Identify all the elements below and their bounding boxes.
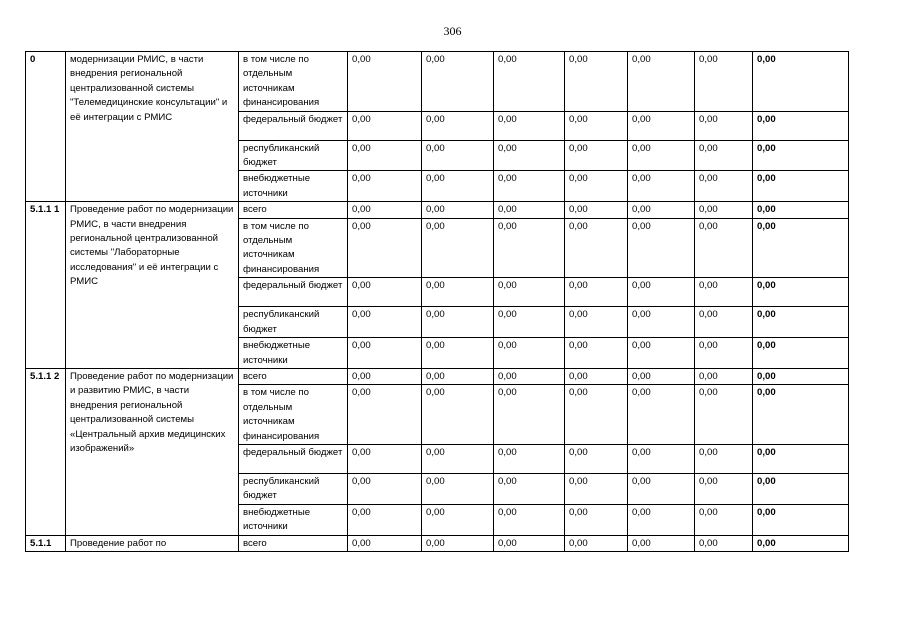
total-value: 0,00	[753, 111, 849, 140]
year-value: 0,00	[565, 535, 628, 551]
year-value: 0,00	[695, 140, 753, 171]
year-value: 0,00	[494, 278, 565, 307]
year-value: 0,00	[494, 535, 565, 551]
year-value: 0,00	[565, 111, 628, 140]
year-value: 0,00	[565, 307, 628, 338]
year-value: 0,00	[628, 385, 695, 445]
funding-source: внебюджетные источники	[239, 338, 348, 369]
table-row	[26, 535, 849, 551]
year-value: 0,00	[565, 338, 628, 369]
year-value: 0,00	[422, 473, 494, 504]
year-value: 0,00	[494, 307, 565, 338]
year-value: 0,00	[695, 278, 753, 307]
funding-source: федеральный бюджет	[239, 111, 348, 140]
year-value: 0,00	[422, 368, 494, 384]
year-value: 0,00	[565, 444, 628, 473]
year-value: 0,00	[422, 535, 494, 551]
total-value: 0,00	[753, 307, 849, 338]
total-value: 0,00	[753, 385, 849, 445]
funding-source: федеральный бюджет	[239, 444, 348, 473]
year-value: 0,00	[565, 171, 628, 202]
year-value: 0,00	[695, 338, 753, 369]
funding-source: республиканский бюджет	[239, 473, 348, 504]
year-value: 0,00	[348, 52, 422, 112]
year-value: 0,00	[422, 307, 494, 338]
year-value: 0,00	[695, 218, 753, 278]
year-value: 0,00	[348, 140, 422, 171]
year-value: 0,00	[695, 52, 753, 112]
total-value: 0,00	[753, 338, 849, 369]
year-value: 0,00	[494, 444, 565, 473]
year-value: 0,00	[348, 218, 422, 278]
funding-source: республиканский бюджет	[239, 140, 348, 171]
total-value: 0,00	[753, 535, 849, 551]
year-value: 0,00	[695, 171, 753, 202]
year-value: 0,00	[348, 338, 422, 369]
year-value: 0,00	[628, 444, 695, 473]
year-value: 0,00	[628, 52, 695, 112]
year-value: 0,00	[695, 111, 753, 140]
year-value: 0,00	[628, 111, 695, 140]
item-code: 5.1.1 1	[26, 202, 66, 369]
year-value: 0,00	[494, 368, 565, 384]
year-value: 0,00	[348, 111, 422, 140]
year-value: 0,00	[565, 140, 628, 171]
year-value: 0,00	[628, 202, 695, 218]
year-value: 0,00	[348, 171, 422, 202]
year-value: 0,00	[565, 202, 628, 218]
funding-source: всего	[239, 202, 348, 218]
funding-source: внебюджетные источники	[239, 171, 348, 202]
page-number: 306	[443, 24, 462, 38]
item-name: Проведение работ по модернизации и развитию РМИС, в части внедрения региональной централизованной системы «Центральный архив медицинских изображений»	[66, 368, 239, 535]
item-name: Проведение работ по	[66, 535, 239, 551]
year-value: 0,00	[494, 473, 565, 504]
year-value: 0,00	[422, 171, 494, 202]
year-value: 0,00	[695, 385, 753, 445]
budget-table	[25, 51, 849, 552]
year-value: 0,00	[565, 368, 628, 384]
year-value: 0,00	[695, 473, 753, 504]
table-row	[26, 202, 849, 218]
year-value: 0,00	[422, 385, 494, 445]
year-value: 0,00	[494, 338, 565, 369]
year-value: 0,00	[348, 307, 422, 338]
year-value: 0,00	[348, 504, 422, 535]
year-value: 0,00	[494, 504, 565, 535]
table-row	[26, 368, 849, 384]
total-value: 0,00	[753, 218, 849, 278]
year-value: 0,00	[422, 140, 494, 171]
funding-source: в том числе по отдельным источникам финансирования	[239, 218, 348, 278]
item-code: 5.1.1	[26, 535, 66, 551]
total-value: 0,00	[753, 368, 849, 384]
item-name: Проведение работ по модернизации РМИС, в части внедрения региональной централизованной системы "Лабораторные исследования" и её интеграции с РМИС	[66, 202, 239, 369]
year-value: 0,00	[348, 368, 422, 384]
year-value: 0,00	[628, 278, 695, 307]
funding-source: внебюджетные источники	[239, 504, 348, 535]
funding-source: всего	[239, 535, 348, 551]
year-value: 0,00	[494, 111, 565, 140]
year-value: 0,00	[348, 202, 422, 218]
year-value: 0,00	[494, 218, 565, 278]
year-value: 0,00	[565, 504, 628, 535]
total-value: 0,00	[753, 171, 849, 202]
year-value: 0,00	[695, 368, 753, 384]
funding-source: всего	[239, 368, 348, 384]
year-value: 0,00	[628, 140, 695, 171]
year-value: 0,00	[422, 444, 494, 473]
year-value: 0,00	[422, 202, 494, 218]
year-value: 0,00	[494, 140, 565, 171]
year-value: 0,00	[494, 52, 565, 112]
item-code: 5.1.1 2	[26, 368, 66, 535]
funding-source: федеральный бюджет	[239, 278, 348, 307]
year-value: 0,00	[348, 444, 422, 473]
year-value: 0,00	[422, 218, 494, 278]
year-value: 0,00	[422, 278, 494, 307]
total-value: 0,00	[753, 473, 849, 504]
total-value: 0,00	[753, 52, 849, 112]
year-value: 0,00	[422, 52, 494, 112]
year-value: 0,00	[628, 218, 695, 278]
year-value: 0,00	[348, 473, 422, 504]
total-value: 0,00	[753, 444, 849, 473]
year-value: 0,00	[348, 278, 422, 307]
year-value: 0,00	[695, 504, 753, 535]
year-value: 0,00	[628, 171, 695, 202]
year-value: 0,00	[348, 535, 422, 551]
year-value: 0,00	[422, 504, 494, 535]
table-row	[26, 52, 849, 112]
year-value: 0,00	[494, 385, 565, 445]
funding-source: в том числе по отдельным источникам финансирования	[239, 385, 348, 445]
year-value: 0,00	[695, 535, 753, 551]
year-value: 0,00	[494, 171, 565, 202]
year-value: 0,00	[422, 111, 494, 140]
year-value: 0,00	[695, 307, 753, 338]
total-value: 0,00	[753, 202, 849, 218]
year-value: 0,00	[695, 444, 753, 473]
year-value: 0,00	[565, 52, 628, 112]
year-value: 0,00	[494, 202, 565, 218]
funding-source: в том числе по отдельным источникам финансирования	[239, 52, 348, 112]
funding-source: республиканский бюджет	[239, 307, 348, 338]
year-value: 0,00	[695, 202, 753, 218]
item-name: модернизации РМИС, в части внедрения региональной централизованной системы "Телемедицинские консультации" и её интеграции с РМИС	[66, 52, 239, 202]
year-value: 0,00	[565, 218, 628, 278]
item-code: 0	[26, 52, 66, 202]
year-value: 0,00	[348, 385, 422, 445]
year-value: 0,00	[565, 278, 628, 307]
total-value: 0,00	[753, 504, 849, 535]
year-value: 0,00	[628, 338, 695, 369]
year-value: 0,00	[628, 535, 695, 551]
year-value: 0,00	[628, 368, 695, 384]
year-value: 0,00	[422, 338, 494, 369]
year-value: 0,00	[565, 473, 628, 504]
total-value: 0,00	[753, 278, 849, 307]
year-value: 0,00	[628, 473, 695, 504]
year-value: 0,00	[628, 504, 695, 535]
total-value: 0,00	[753, 140, 849, 171]
year-value: 0,00	[628, 307, 695, 338]
year-value: 0,00	[565, 385, 628, 445]
